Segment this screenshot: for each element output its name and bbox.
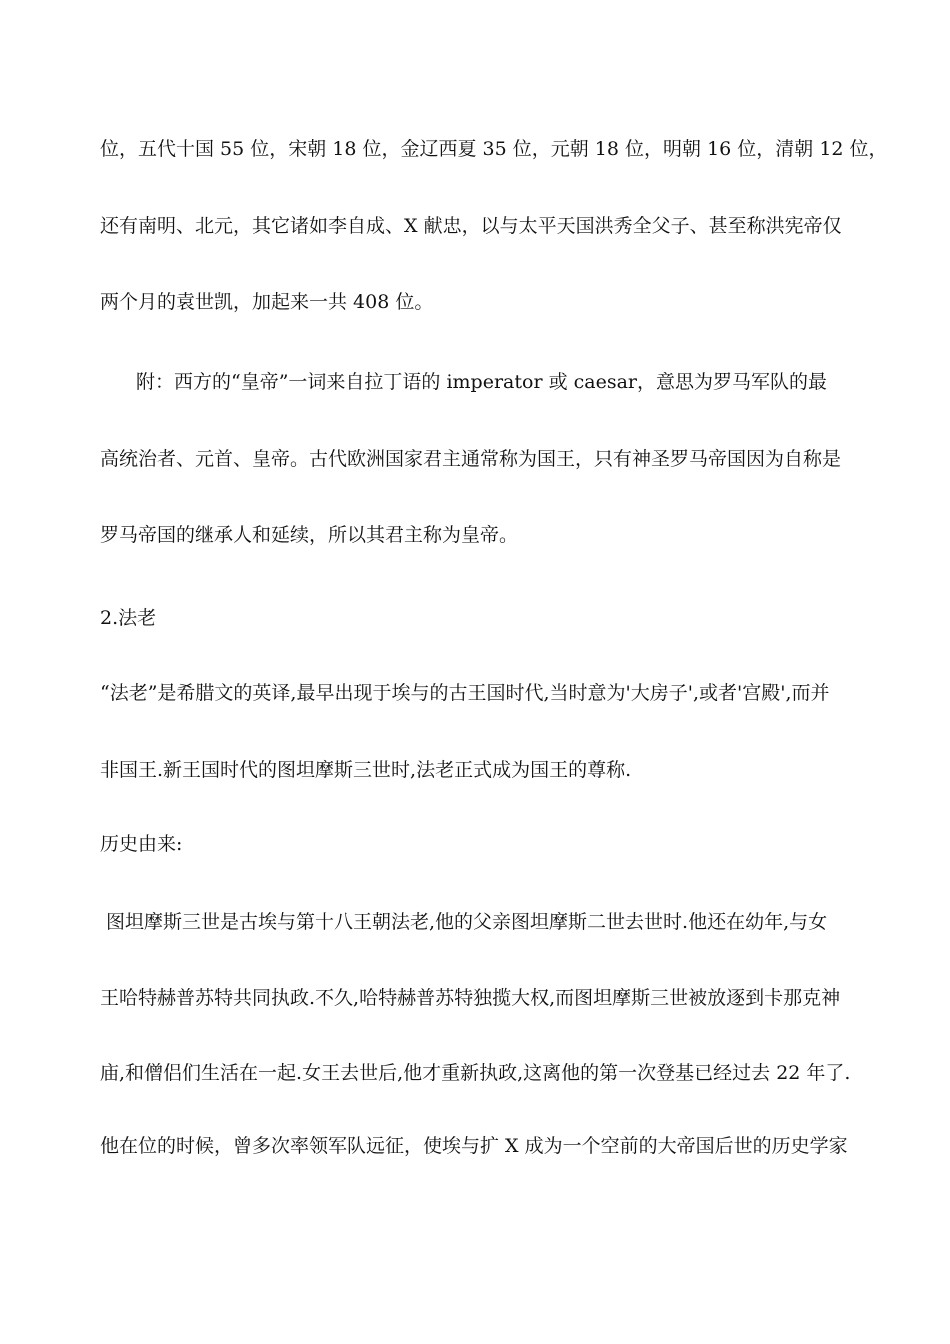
text-line-3: 两个月的袁世凯，加起来一共 408 位。 xyxy=(100,291,434,313)
text-line-1: 位，五代十国 55 位，宋朝 18 位，金辽西夏 35 位，元朝 18 位，明朝 16 位，清朝 12 位， xyxy=(100,138,888,160)
text-line-2: 还有南明、北元，其它诸如李自成、X 献忠，以与太平天国洪秀全父子、甚至称洪宪帝仅 xyxy=(100,215,842,237)
text-line-11: 图坦摩斯三世是古埃与第十八王朝法老,他的父亲图坦摩斯二世去世时.他还在幼年,与女 xyxy=(106,911,828,933)
section-heading: 2.法老 xyxy=(100,607,157,629)
text-line-9: 非国王.新王国时代的图坦摩斯三世时,法老正式成为国王的尊称. xyxy=(100,759,632,781)
text-line-5: 高统治者、元首、皇帝。古代欧洲国家君主通常称为国王，只有神圣罗马帝国因为自称是 xyxy=(100,448,842,470)
subheading: 历史由来: xyxy=(100,833,183,855)
text-line-4: 附：西方的“皇帝”一词来自拉丁语的 imperator 或 caesar，意思为罗马军队的最 xyxy=(136,371,827,393)
text-line-13: 庙,和僧侣们生活在一起.女王去世后,他才重新执政,这离他的第一次登基已经过去 22 年了. xyxy=(100,1062,851,1084)
text-line-12: 王哈特赫普苏特共同执政.不久,哈特赫普苏特独揽大权,而图坦摩斯三世被放逐到卡那克神 xyxy=(100,987,841,1009)
text-line-6: 罗马帝国的继承人和延续，所以其君主称为皇帝。 xyxy=(100,524,519,546)
text-line-14: 他在位的时候，曾多次率领军队远征，使埃与扩 X 成为一个空前的大帝国后世的历史学家 xyxy=(100,1135,848,1157)
text-line-8: “法老”是希腊文的英译,最早出现于埃与的古王国时代,当时意为'大房子',或者'宫殿',而并 xyxy=(100,682,830,704)
